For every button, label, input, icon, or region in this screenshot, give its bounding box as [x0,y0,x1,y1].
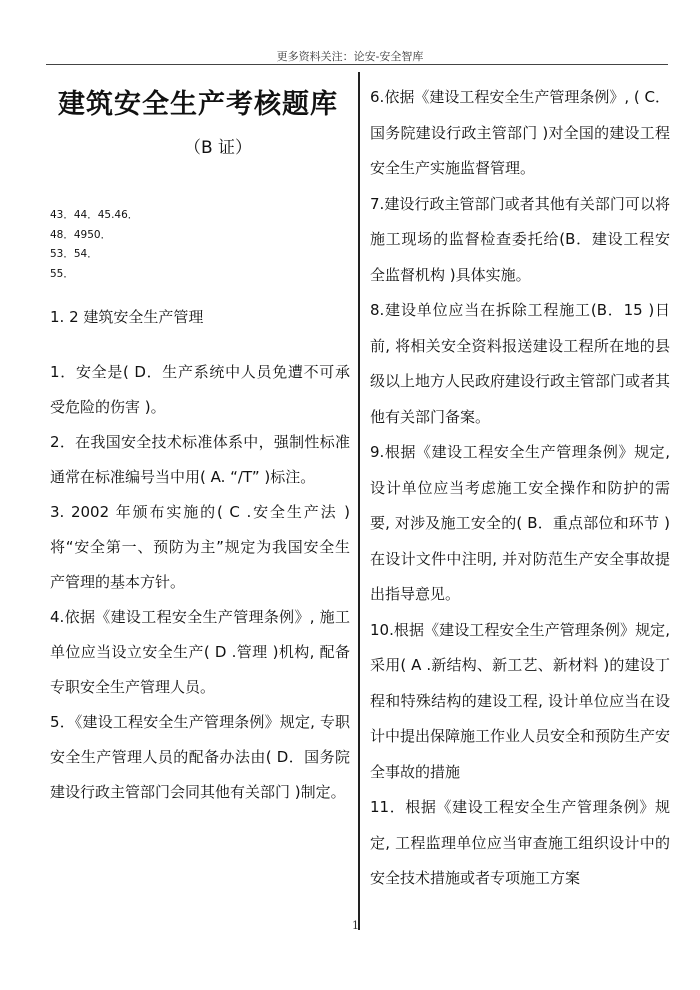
document-subtitle: （B 证） [183,138,253,158]
left-column [50,76,350,810]
question-11: 11．根据《建设工程安全生产管理条例》规定, 工程监理单位应当审查施工组织设计中的安全技术措施或者专项施工方案 [370,798,670,887]
question-4: 4.依据《建设工程安全生产管理条例》, 施工单位应当设立安全生产( D .管理 )机构, 配备专职安全生产管理人员。 [50,608,350,696]
number-line: 48．4950． [50,228,112,241]
question-3: 3. 2002 年颁布实施的( C .安全生产法 )将“安全第一、预防为主”规定为我国安全生产管理的基本方针。 [50,503,350,591]
number-line: 43．44．45.46． [50,209,139,221]
document-title: 建筑安全生产考核题库 [58,89,338,120]
number-list [50,206,350,284]
number-line: 53．54． [50,248,98,260]
question-10: 10.根据《建设工程安全生产管理条例》规定, 采用( A .新结构、新工艺、新材料 )的建设丁程和特殊结构的建设工程, 设计单位应当在设计中提出保障施工作业人员安全和预防生产安全事故的措施 [370,620,671,781]
header-rule [46,64,668,65]
section-heading: 1. 2 建筑安全生产管理 [50,308,204,326]
question-6: 6.依据《建设工程安全生产管理条例》, ( C．国务院建设行政主管部门 )对全国的建设工程安全生产实施监督管理。 [370,88,670,177]
header-note: 更多资料关注：论安-安全智库 [276,50,424,63]
question-8: 8.建设单位应当在拆除工程施工(B．15 )日前, 将相关安全资料报送建设工程所在地的县级以上地方人民政府建设行政主管部门或者其他有关部门备案。 [370,301,671,426]
question-5: 5．《建设工程安全生产管理条例》规定, 专职安全生产管理人员的配备办法由( D．国务院建设行政主管部门会同其他有关部门 )制定。 [50,713,350,801]
question-9: 9.根据《建设工程安全生产管理条例》规定, 设计单位应当考虑施工安全操作和防护的需要, 对涉及施工安全的( B．重点部位和环节 )在设计文件中注明, 并对防范生产安全事故提出指导意见。 [370,443,670,603]
column-divider [358,72,360,930]
question-7: 7.建设行政主管部门或者其他有关部门可以将施工现场的监督检查委托给(B．建设工程安全监督机构 )具体实施。 [370,194,670,284]
question-2: 2．在我国安全技术标准体系中，强制性标准通常在标准编号当中用( A. “/T” )标注。 [50,433,350,486]
question-1: 1．安全是( D．生产系统中人员免遭不可承受危险的伤害 )。 [50,363,350,416]
page-number: 1 [352,919,359,932]
right-column [370,80,670,897]
number-line: 55． [50,267,74,280]
